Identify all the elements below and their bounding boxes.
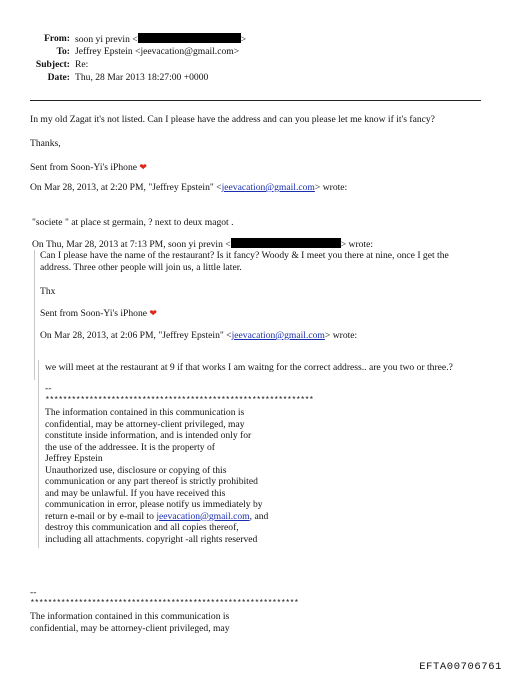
attribution-tail: > wrote:	[314, 182, 348, 193]
quote-attribution	[40, 330, 357, 342]
disclaimer-line: communication or any part thereof is strictly prohibited	[45, 476, 258, 487]
disclaimer-line: including all attachments. copyright -all rights reserved	[45, 533, 258, 545]
thanks-text: Thanks,	[30, 138, 61, 149]
red-heart-icon: ❤	[139, 162, 147, 172]
meeting-text: we will meet at the restaurant at 9 if that works I am waitng for the correct address.. are you two or three.?	[45, 362, 453, 373]
separator-dashes: --	[45, 383, 52, 394]
disclaimer-line: The information contained in this communication is	[30, 611, 230, 622]
date-value: Thu, 28 Mar 2013 18:27:00 +0000	[75, 72, 209, 83]
sent-from-text: Sent from Soon-Yi's iPhone	[30, 162, 137, 173]
date-label: Date:	[47, 72, 70, 83]
from-row	[0, 33, 512, 46]
attribution-text: On Mar 28, 2013, at 2:06 PM, "Jeffrey Epstein" <	[40, 330, 232, 341]
from-value: soon yi previn <	[75, 34, 138, 45]
email-link[interactable]: jeevacation@gmail.com	[221, 182, 315, 193]
thx-text: Thx	[40, 286, 56, 297]
attribution-tail: > wrote:	[340, 239, 374, 250]
red-heart-icon: ❤	[149, 308, 157, 318]
message-line: In my old Zagat it's not listed. Can I please have the address and can you please let me know if it's fancy?	[30, 114, 435, 125]
document-id-stamp: EFTA00706761	[419, 661, 502, 673]
disclaimer-line: Unauthorized use, disclosure or copying of this	[45, 464, 227, 476]
disclaimer-line: confidential, may be attorney-client privileged, may	[30, 623, 230, 634]
subject-label: Subject:	[35, 59, 70, 70]
email-header	[0, 33, 512, 85]
quote-attribution	[32, 238, 373, 251]
subject-value: Re:	[75, 59, 89, 70]
email-link[interactable]: jeevacation@gmail.com	[156, 510, 250, 522]
nested-quoted-message	[38, 360, 487, 548]
header-divider	[30, 100, 481, 101]
from-label: From:	[44, 33, 70, 44]
to-row	[0, 46, 512, 59]
to-value: Jeffrey Epstein <jeevacation@gmail.com>	[75, 46, 240, 57]
disclaimer-line: communication in error, please notify us immediately by	[45, 499, 263, 510]
quote-attribution	[30, 182, 347, 194]
to-label: To:	[56, 46, 70, 57]
date-row	[0, 72, 512, 85]
attribution-text: On Thu, Mar 28, 2013 at 7:13 PM, soon yi previn <	[32, 239, 231, 250]
redaction-bar	[138, 33, 241, 43]
subject-row	[0, 59, 512, 72]
disclaimer-line: Jeffrey Epstein	[45, 453, 103, 464]
separator-dashes: --	[30, 587, 37, 598]
attribution-tail: > wrote:	[324, 330, 358, 341]
from-tail: >	[240, 34, 247, 45]
disclaimer-line: The information contained in this communication is	[45, 407, 245, 418]
disclaimer-tail: , and	[249, 510, 269, 522]
email-link[interactable]: jeevacation@gmail.com	[231, 330, 325, 341]
signature-line	[30, 162, 147, 174]
restaurant-reply: "societe " at place st germain, ? next to deux magot .	[32, 217, 234, 228]
separator-stars: *************************************************************	[45, 396, 314, 405]
separator-stars: *************************************************************	[30, 599, 299, 608]
fancy-question: Can I please have the name of the restaurant? Is it fancy? Woody & I meet you there at nine, once I get the address. Three other people will join us, a little later.	[40, 250, 449, 273]
disclaimer-line: the use of the addressee. It is the property of	[45, 441, 215, 453]
sent-from-text: Sent from Soon-Yi's iPhone	[40, 308, 147, 319]
disclaimer-text: return e-mail or by e-mail to	[45, 510, 157, 522]
disclaimer-line: confidential, may be attorney-client privileged, may	[45, 418, 245, 430]
disclaimer-line: destroy this communication and all copies thereof,	[45, 522, 239, 533]
disclaimer-line	[45, 511, 268, 523]
disclaimer-line: and may be unlawful. If you have received this	[45, 487, 226, 499]
redaction-bar	[231, 238, 341, 248]
disclaimer-line: constitute inside information, and is intended only for	[45, 430, 252, 441]
signature-line	[40, 308, 157, 320]
attribution-text: On Mar 28, 2013, at 2:20 PM, "Jeffrey Epstein" <	[30, 182, 222, 193]
